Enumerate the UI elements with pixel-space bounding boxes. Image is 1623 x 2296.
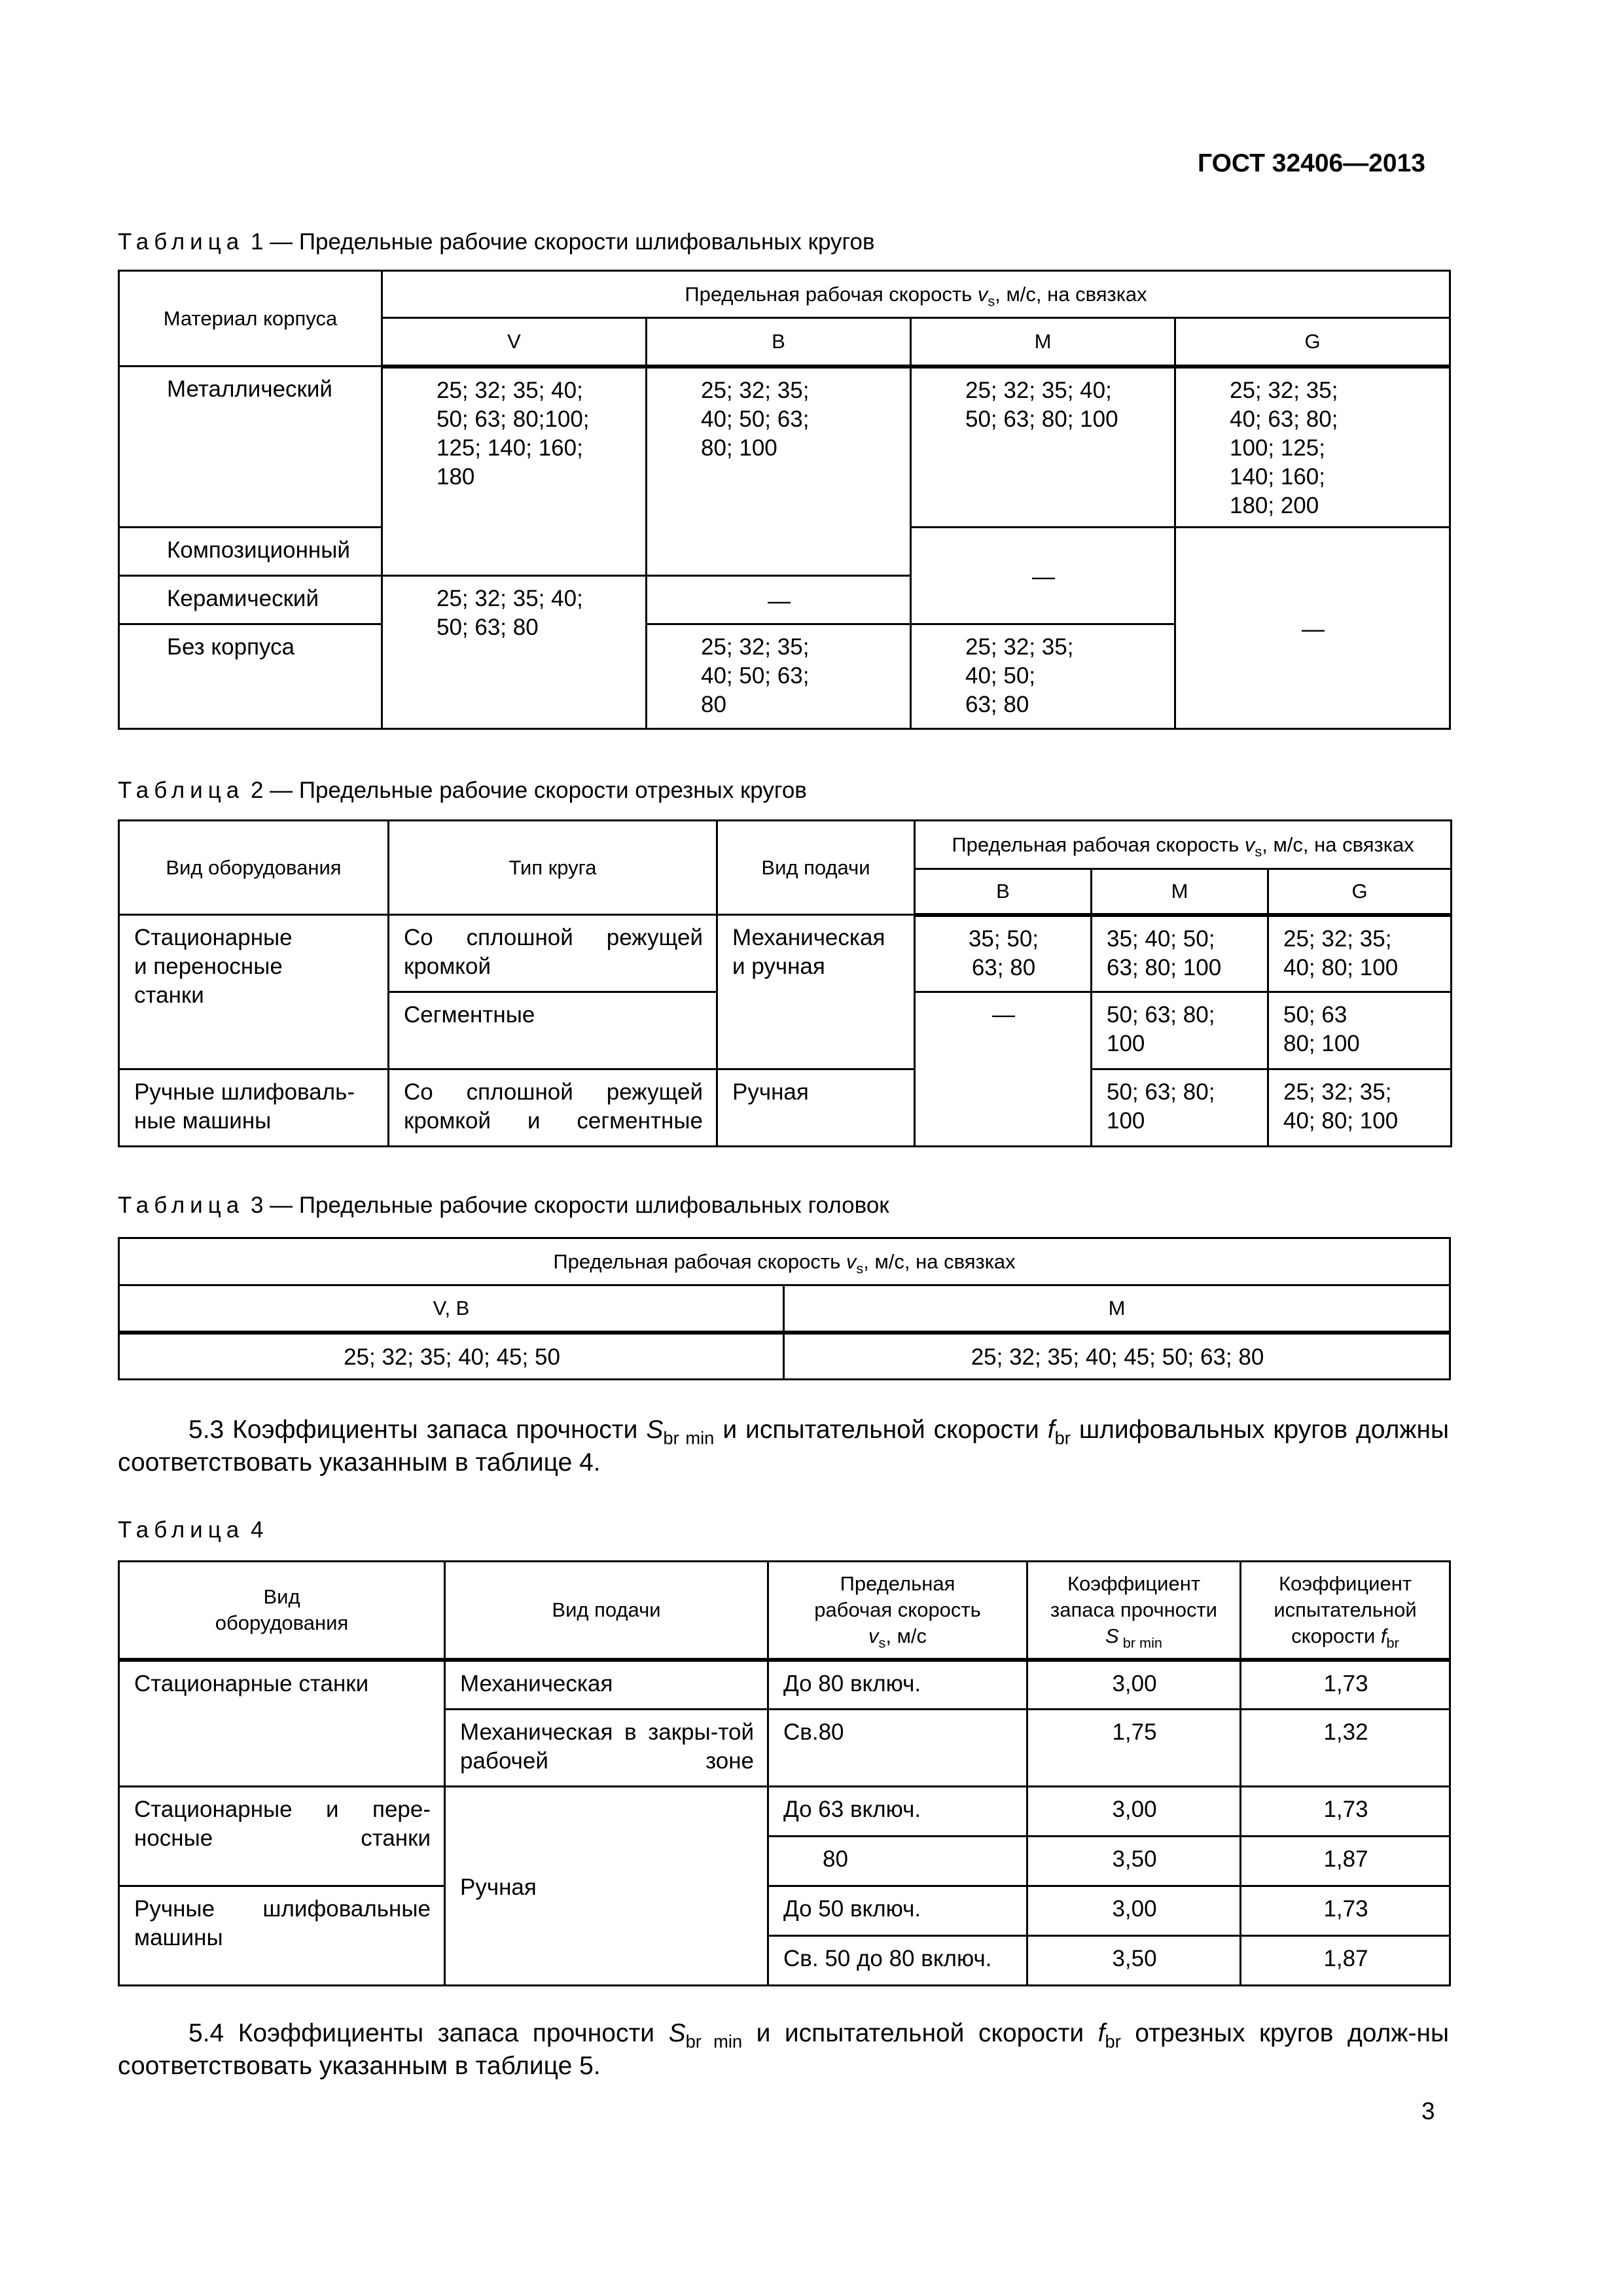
t4-header-equipment: Вид оборудования xyxy=(119,1562,445,1660)
t2-r23-b: — xyxy=(915,992,1092,1147)
t4-equip-stationary-portable: Стационарные и пере-носные станки xyxy=(119,1787,445,1886)
page-number: 3 xyxy=(1421,2098,1435,2125)
t4-r3-s: 3,00 xyxy=(1027,1787,1241,1837)
t4-hk-var: S xyxy=(1105,1624,1119,1647)
t4-hk-sub: br min xyxy=(1118,1634,1162,1651)
t4-r6-s: 3,50 xyxy=(1027,1936,1241,1986)
p54-f: f xyxy=(1097,2019,1105,2047)
t4-hf-pre: Коэффициент испытательной скорости xyxy=(1274,1571,1417,1647)
t1-ceramic-b: — xyxy=(647,576,911,624)
t1-bond-g: G xyxy=(1175,318,1450,367)
table2 xyxy=(118,819,1452,1147)
t4-r4-f: 1,87 xyxy=(1241,1837,1450,1886)
t4-hsp-sub: s xyxy=(878,1634,886,1651)
p54-s: S xyxy=(668,2019,686,2047)
t2-r2-g: 50; 63 80; 100 xyxy=(1268,992,1452,1069)
t4-hsp-var: v xyxy=(868,1624,879,1647)
t1-bond-m: M xyxy=(911,318,1175,367)
p53-text2: и испытательной скорости xyxy=(714,1416,1048,1444)
t2-wheel-segment: Сегментные xyxy=(389,992,717,1069)
t2-header-feed: Вид подачи xyxy=(717,821,915,915)
t4-hsp-pre: Предельная рабочая скорость xyxy=(814,1571,981,1621)
t3-header-speed xyxy=(119,1238,1450,1285)
t1-hs-post: , м/с, на связках xyxy=(995,282,1147,306)
p54-f-sub: br xyxy=(1105,2031,1121,2052)
t1-bond-v: V xyxy=(382,318,647,367)
t1-header-material: Материал корпуса xyxy=(119,271,382,367)
t2-hs-sub: s xyxy=(1255,843,1262,860)
t2-hs-var: v xyxy=(1244,833,1255,856)
t4-r6-f: 1,87 xyxy=(1241,1936,1450,1986)
t4-equip-stationary: Стационарные станки xyxy=(119,1660,445,1787)
caption-word: Таблица xyxy=(118,778,245,803)
p53-f-sub: br xyxy=(1054,1427,1071,1448)
t2-header-equipment: Вид оборудования xyxy=(119,821,389,915)
t1-material-nocase: Без корпуса xyxy=(119,624,382,729)
p53-s: S xyxy=(646,1416,664,1444)
t1-hs-var: v xyxy=(977,282,988,306)
t4-r1-f: 1,73 xyxy=(1241,1660,1450,1710)
p53-text1: 5.3 Коэффициенты запаса прочности xyxy=(188,1416,647,1444)
t3-hs-var: v xyxy=(846,1249,857,1273)
t1-metal-g: 25; 32; 35; 40; 63; 80; 100; 125; 140; 160; 180; 200 xyxy=(1175,367,1450,528)
t3-hs-post: , м/с, на связках xyxy=(863,1249,1016,1273)
t1-material-composite: Композиционный xyxy=(119,528,382,576)
table3 xyxy=(118,1237,1451,1380)
t4-feed-manual: Ручная xyxy=(445,1787,768,1986)
caption-word: Таблица xyxy=(118,1517,245,1543)
caption-text: 3 — Предельные рабочие скорости шлифовальных головок xyxy=(244,1193,889,1218)
t1-nocase-m: 25; 32; 35; 40; 50; 63; 80 xyxy=(911,624,1175,729)
t3-value-m: 25; 32; 35; 40; 45; 50; 63; 80 xyxy=(784,1333,1450,1380)
t1-composite-ceramic-m: — xyxy=(911,528,1175,624)
p53-f: f xyxy=(1047,1416,1055,1444)
t1-material-metal: Металлический xyxy=(119,367,382,528)
t2-equip-stationary: Стационарные и переносные станки xyxy=(119,915,389,1069)
t4-r1-speed: До 80 включ. xyxy=(768,1660,1027,1710)
t2-r1-m: 35; 40; 50; 63; 80; 100 xyxy=(1092,915,1268,992)
t4-hf-var: f xyxy=(1380,1624,1387,1647)
t4-hk-pre: Коэффициент запаса прочности xyxy=(1050,1571,1217,1621)
caption-text: 2 — Предельные рабочие скорости отрезных кругов xyxy=(244,778,807,803)
t1-metal-composite-v: 25; 32; 35; 40; 50; 63; 80;100; 125; 140; 160; 180 xyxy=(382,367,647,576)
t4-r6-speed: Св. 50 до 80 включ. xyxy=(768,1936,1027,1986)
t4-header-feed: Вид подачи xyxy=(445,1562,768,1660)
p53-text3: шлифовальных кругов должны соответствовать указанным в таблице 4. xyxy=(118,1416,1450,1477)
t2-hs-pre: Предельная рабочая скорость xyxy=(952,833,1245,856)
t4-r1-s: 3,00 xyxy=(1027,1660,1241,1710)
table4-caption xyxy=(118,1517,263,1543)
caption-text: 4 xyxy=(244,1517,264,1543)
t4-r3-f: 1,73 xyxy=(1241,1787,1450,1837)
t2-wheel-solid-segment: Со сплошной режущей кромкой и сегментные xyxy=(389,1069,717,1147)
table1 xyxy=(118,270,1451,730)
t4-header-test-speed xyxy=(1241,1562,1450,1660)
t4-r4-s: 3,50 xyxy=(1027,1837,1241,1886)
t4-r2-speed: Св.80 xyxy=(768,1710,1027,1787)
t4-feed-mech-closed: Механическая в закры-той рабочей зоне xyxy=(445,1710,768,1787)
t2-bond-b: B xyxy=(915,869,1092,915)
t1-hs-sub: s xyxy=(988,293,995,310)
t2-equip-handheld: Ручные шлифоваль- ные машины xyxy=(119,1069,389,1147)
standard-number: ГОСТ 32406—2013 xyxy=(1198,149,1425,177)
t3-hs-sub: s xyxy=(856,1260,864,1277)
t2-r2-m: 50; 63; 80; 100 xyxy=(1092,992,1268,1069)
t4-hsp-post: , м/с xyxy=(885,1624,927,1647)
t2-hs-post: , м/с, на связках xyxy=(1262,833,1414,856)
t2-r1-b: 35; 50; 63; 80 xyxy=(915,915,1092,992)
paragraph-5-4 xyxy=(118,2017,1449,2083)
t2-r3-g: 25; 32; 35; 40; 80; 100 xyxy=(1268,1069,1452,1147)
t1-ceramic-nocase-v: 25; 32; 35; 40; 50; 63; 80 xyxy=(382,576,647,729)
t2-r3-m: 50; 63; 80; 100 xyxy=(1092,1069,1268,1147)
t3-hs-pre: Предельная рабочая скорость xyxy=(553,1249,846,1273)
p54-text2: и испытательной скорости xyxy=(742,2019,1098,2047)
t1-material-ceramic: Керамический xyxy=(119,576,382,624)
table4 xyxy=(118,1560,1451,1986)
t1-header-speed xyxy=(382,271,1450,318)
t4-r2-s: 1,75 xyxy=(1027,1710,1241,1787)
t1-metal-composite-b: 25; 32; 35; 40; 50; 63; 80; 100 xyxy=(647,367,911,576)
caption-text: 1 — Предельные рабочие скорости шлифовальных кругов xyxy=(244,229,875,255)
t4-r2-f: 1,32 xyxy=(1241,1710,1450,1787)
t4-hf-sub: br xyxy=(1386,1634,1399,1651)
t1-bond-b: B xyxy=(647,318,911,367)
t4-header-speed xyxy=(768,1562,1027,1660)
t4-r5-speed: До 50 включ. xyxy=(768,1886,1027,1936)
t2-bond-g: G xyxy=(1268,869,1452,915)
t3-bond-vb: V, B xyxy=(119,1285,784,1333)
t2-feed-mech-manual: Механическая и ручная xyxy=(717,915,915,1069)
caption-word: Таблица xyxy=(118,229,245,255)
t1-metal-m: 25; 32; 35; 40; 50; 63; 80; 100 xyxy=(911,367,1175,528)
t2-header-wheel: Тип круга xyxy=(389,821,717,915)
t4-r5-s: 3,00 xyxy=(1027,1886,1241,1936)
t1-nocase-b: 25; 32; 35; 40; 50; 63; 80 xyxy=(647,624,911,729)
table3-caption xyxy=(118,1193,889,1219)
p54-s-sub: br min xyxy=(685,2031,743,2052)
t2-r1-g: 25; 32; 35; 40; 80; 100 xyxy=(1268,915,1452,992)
table1-caption xyxy=(118,229,875,255)
t2-wheel-solid: Со сплошной режущей кромкой xyxy=(389,915,717,992)
caption-word: Таблица xyxy=(118,1193,245,1218)
t4-r5-f: 1,73 xyxy=(1241,1886,1450,1936)
t1-rest-g: — xyxy=(1175,528,1450,729)
t2-feed-manual: Ручная xyxy=(717,1069,915,1147)
t1-hs-pre: Предельная рабочая скорость xyxy=(685,282,978,306)
t4-equip-handheld: Ручные шлифовальные машины xyxy=(119,1886,445,1986)
t3-value-vb: 25; 32; 35; 40; 45; 50 xyxy=(119,1333,784,1380)
t4-r4-speed: 80 xyxy=(768,1837,1027,1886)
t4-header-strength xyxy=(1027,1562,1241,1660)
paragraph-5-3 xyxy=(118,1414,1449,1479)
t4-r3-speed: До 63 включ. xyxy=(768,1787,1027,1837)
p53-s-sub: br min xyxy=(663,1427,715,1448)
t3-bond-m: M xyxy=(784,1285,1450,1333)
p54-text3: отрезных кругов долж-ны соответствовать указанным в таблице 5. xyxy=(118,2019,1450,2080)
table2-caption xyxy=(118,778,807,804)
t2-bond-m: M xyxy=(1092,869,1268,915)
t2-header-speed xyxy=(915,821,1452,869)
t4-feed-mech: Механическая xyxy=(445,1660,768,1710)
p54-text1: 5.4 Коэффициенты запаса прочности xyxy=(188,2019,669,2047)
